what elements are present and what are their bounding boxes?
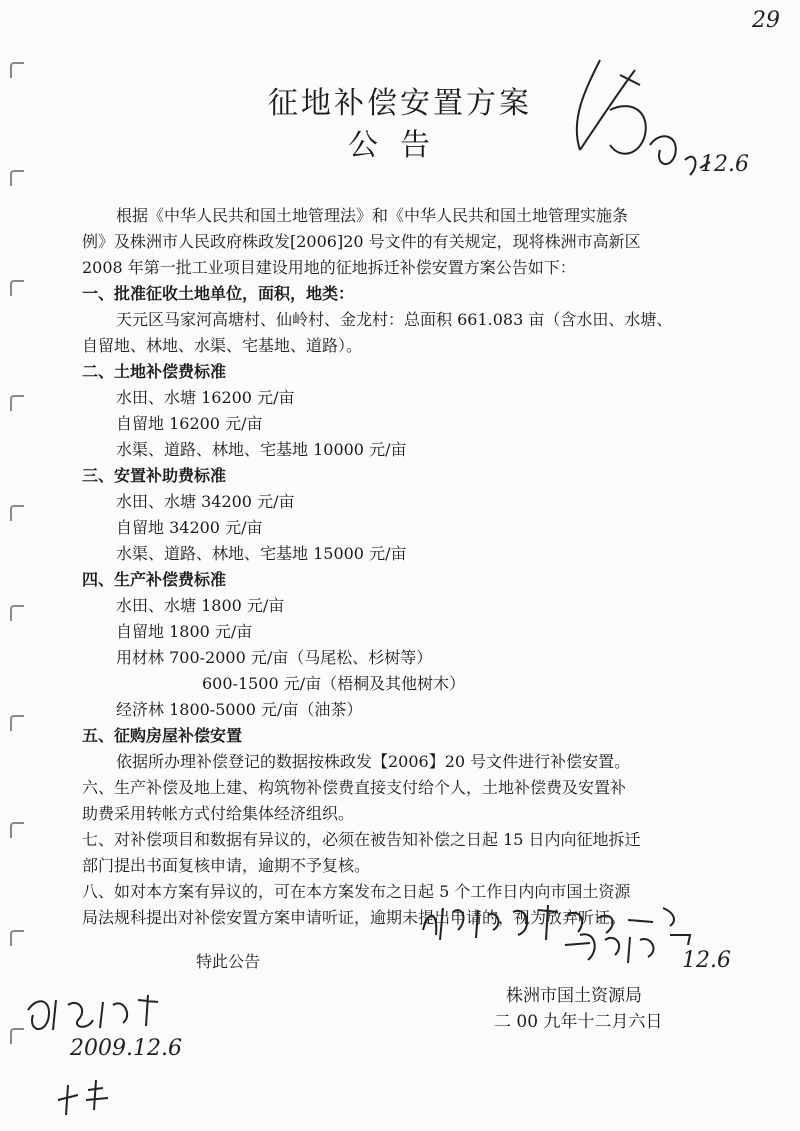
page-number: 29 — [752, 8, 780, 33]
section-line: 水渠、道路、林地、宅基地 15000 元/亩 — [116, 544, 407, 563]
section-line: 用材林 700-2000 元/亩（马尾松、杉树等） — [116, 648, 433, 667]
section-line: 依据所办理补偿登记的数据按株政发【2006】20 号文件进行补偿安置。 — [116, 752, 631, 771]
section-line: 七、对补偿项目和数据有异议的，必须在被告知补偿之日起 15 日内向征地拆迁 — [82, 830, 641, 849]
section-heading: 一、批准征收土地单位，面积，地类： — [82, 284, 355, 303]
section-line: 自留地 16200 元/亩 — [116, 414, 263, 433]
binder-hole-mark — [10, 395, 24, 411]
handwritten-date-bottom-left: 2009.12.6 — [70, 1036, 182, 1061]
section-line: 自留地 34200 元/亩 — [116, 518, 263, 537]
handwritten-signature-2 — [560, 925, 700, 970]
section-line: 水渠、道路、林地、宅基地 10000 元/亩 — [116, 440, 407, 459]
binder-hole-mark — [10, 715, 24, 731]
handwritten-date-top: 12.6 — [700, 152, 749, 177]
binder-hole-mark — [10, 822, 24, 838]
section-line: 六、生产补偿及地上建、构筑物补偿费直接支付给个人，土地补偿费及安置补 — [82, 778, 627, 797]
section-line: 天元区马家河高塘村、仙岭村、金龙村：总面积 661.083 亩（含水田、水塘、 — [116, 310, 673, 329]
handwritten-date-sig: 12.6 — [682, 948, 731, 973]
section-heading: 二、土地补偿费标准 — [82, 362, 227, 381]
section-line: 助费采用转帐方式付给集体经济组织。 — [82, 804, 355, 823]
binder-hole-mark — [10, 280, 24, 296]
intro-line: 例》及株洲市人民政府株政发[2006]20 号文件的有关规定，现将株洲市高新区 — [82, 232, 641, 251]
section-heading: 五、征购房屋补偿安置 — [82, 726, 243, 745]
section-line: 自留地 1800 元/亩 — [116, 622, 253, 641]
binder-hole-mark — [10, 605, 24, 621]
intro-line: 2008 年第一批工业项目建设用地的征地拆迁补偿安置方案公告如下： — [82, 258, 576, 277]
section-line: 八、如对本方案有异议的，可在本方案发布之日起 5 个工作日内向市国土资源 — [82, 882, 631, 901]
issuer-name: 株洲市国土资源局 — [506, 986, 642, 1006]
section-line: 水田、水塘 16200 元/亩 — [116, 388, 295, 407]
intro-line: 根据《中华人民共和国土地管理法》和《中华人民共和国土地管理实施条 — [116, 206, 629, 225]
section-line: 水田、水塘 1800 元/亩 — [116, 596, 285, 615]
section-heading: 四、生产补偿费标准 — [82, 570, 227, 589]
section-line: 水田、水塘 34200 元/亩 — [116, 492, 295, 511]
binder-hole-mark — [10, 505, 24, 521]
section-line: 局法规科提出对补偿安置方案申请听证，逾期未提出申请的，视为放弃听证。 — [82, 908, 627, 927]
page-title: 征地补偿安置方案 — [268, 86, 532, 121]
section-line: 经济林 1800-5000 元/亩（油茶） — [116, 700, 363, 719]
closing-text: 特此公告 — [196, 952, 261, 971]
binder-hole-mark — [10, 930, 24, 946]
binder-hole-mark — [10, 62, 24, 78]
handwritten-signature-top — [560, 50, 760, 200]
page-subtitle: 公告 — [348, 128, 452, 163]
section-line: 600-1500 元/亩（梧桐及其他树木） — [202, 674, 466, 693]
section-line: 自留地、林地、水渠、宅基地、道路）。 — [82, 336, 363, 355]
issue-date: 二 00 九年十二月六日 — [494, 1012, 663, 1032]
binder-hole-mark — [10, 170, 24, 186]
section-line: 部门提出书面复核申请，逾期不予复核。 — [82, 856, 371, 875]
section-heading: 三、安置补助费标准 — [82, 466, 227, 485]
